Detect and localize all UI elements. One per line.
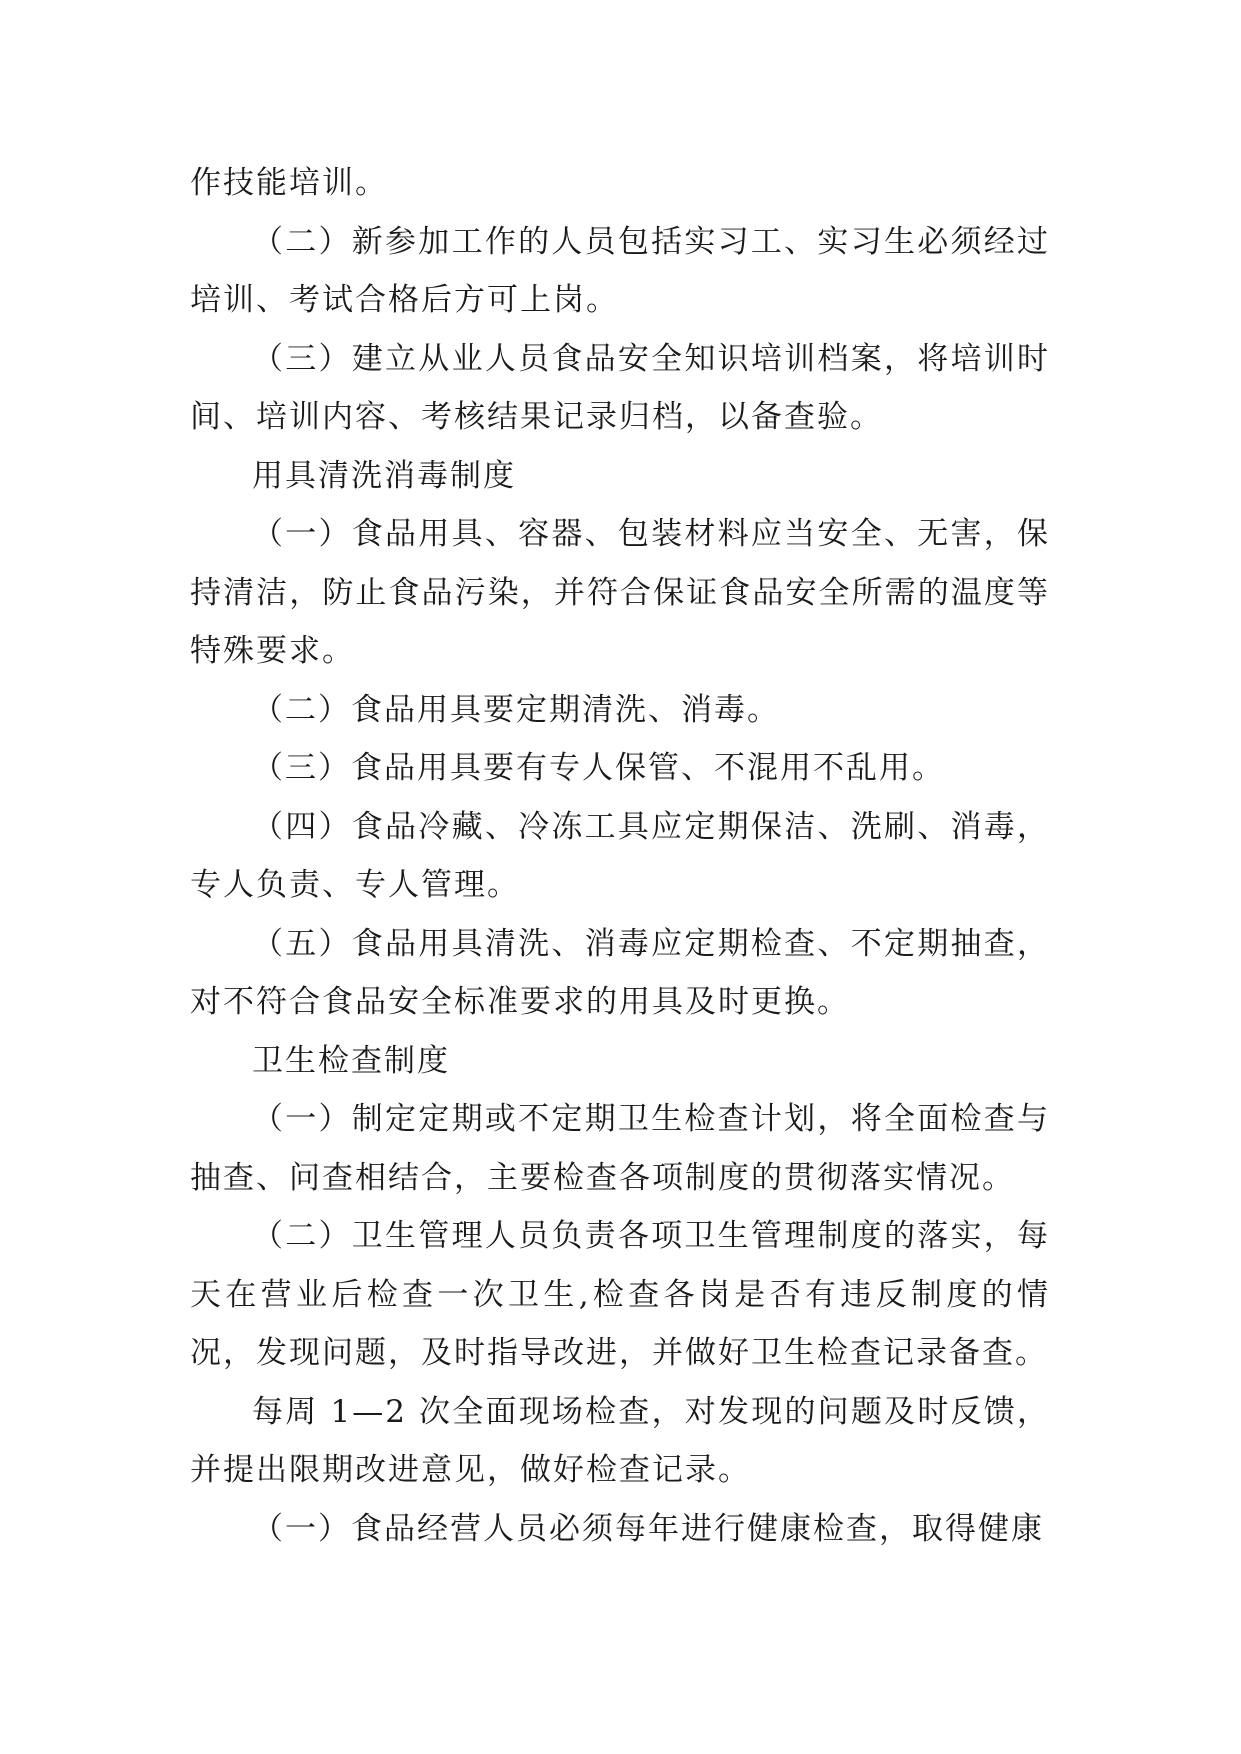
section-heading-hygiene-inspection: 卫生检查制度	[252, 1042, 450, 1079]
paragraph-regular-cleaning: （二）食品用具要定期清洗、消毒。	[252, 691, 780, 728]
paragraph-training-archive: （三）建立从业人员食品安全知识培训档案，将培训时间、培训内容、考核结果记录归档，以备查验。	[190, 340, 1050, 435]
paragraph-inspection-plan: （一）制定定期或不定期卫生检查计划，将全面检查与抽查、问查相结合，主要检查各项制度的贯彻落实情况。	[190, 1101, 1050, 1196]
paragraph-cold-storage: （四）食品冷藏、冷冻工具应定期保洁、洗刷、消毒，专人负责、专人管理。	[190, 808, 1050, 903]
paragraph-utensil-safety: （一）食品用具、容器、包装材料应当安全、无害，保持清洁，防止食品污染，并符合保证食品安全所需的温度等特殊要求。	[190, 516, 1050, 669]
paragraph-health-check: （一）食品经营人员必须每年进行健康检查，取得健康	[252, 1510, 1044, 1547]
paragraph-dedicated-custody: （三）食品用具要有专人保管、不混用不乱用。	[252, 750, 945, 786]
paragraph-continued: 作技能培训。	[190, 165, 388, 201]
section-heading-utensil-cleaning: 用具清洗消毒制度	[252, 457, 516, 494]
paragraph-trainee-requirement: （二）新参加工作的人员包括实习工、实习生必须经过培训、考试合格后方可上岗。	[190, 223, 1050, 318]
paragraph-daily-inspection: （二）卫生管理人员负责各项卫生管理制度的落实，每天在营业后检查一次卫生,检查各岗是否有违反制度的情况，发现问题，及时指导改进，并做好卫生检查记录备查。	[190, 1218, 1050, 1371]
paragraph-inspection-replacement: （五）食品用具清洗、消毒应定期检查、不定期抽查，对不符合食品安全标准要求的用具及时更换。	[190, 925, 1050, 1020]
paragraph-weekly-inspection: 每周 1—2 次全面现场检查，对发现的问题及时反馈，并提出限期改进意见，做好检查记录。	[190, 1393, 1050, 1488]
document-body	[190, 154, 1050, 1558]
